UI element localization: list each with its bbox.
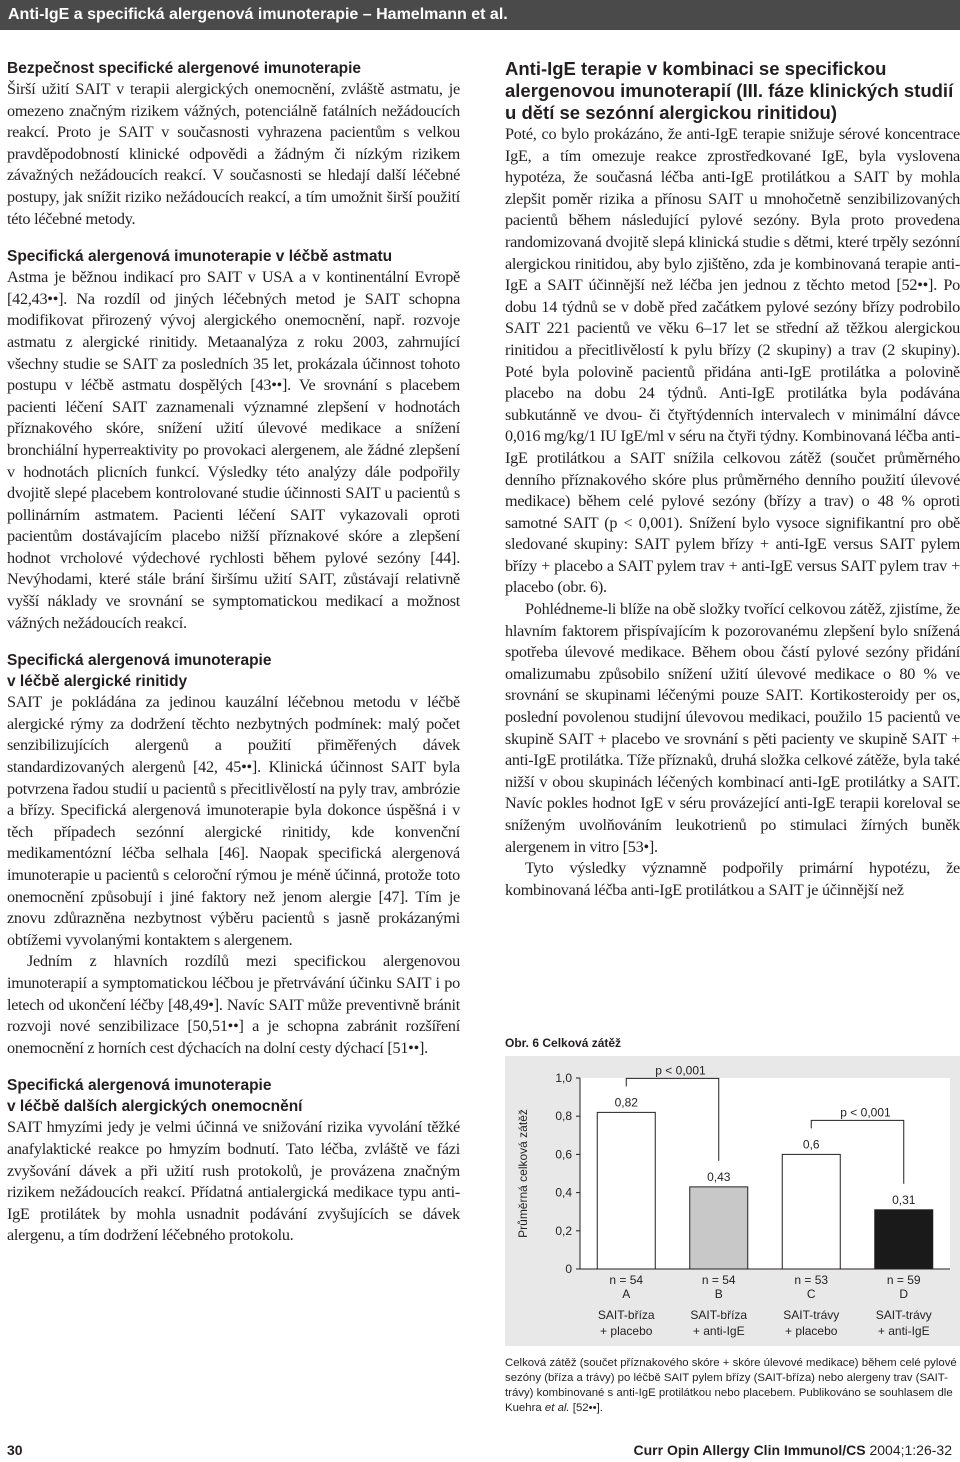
y-tick-label: 0,6 — [555, 1147, 572, 1162]
group-label: + anti-IgE — [877, 1324, 930, 1338]
bar-chart — [505, 1056, 960, 1346]
category-label: C — [806, 1287, 816, 1301]
paragraph: SAIT hmyzími jedy je velmi účinná ve snižování rizika vyvolání těžké anafylaktické reakce po hmyzím bodnutí. Tato léčba, zvláště ve fázi zvyšování dávek a při užití rush protokolů, je provázena značným rizikem nežádoucích reakcí. Přídatná antialergická medikace typu anti-IgE protilátek by mohla usnadnit podávání zvyšujících se dávek alergenu, a tím dodržení léčebného protokolu. — [7, 1118, 460, 1245]
heading-line: Specifická alergenová imunoterapie — [7, 652, 272, 670]
caption-ref: [52••]. — [569, 1402, 603, 1414]
caption-em: et al. — [544, 1402, 570, 1414]
bar — [690, 1187, 748, 1269]
y-tick-label: 0,8 — [555, 1109, 572, 1124]
bar — [875, 1210, 933, 1269]
paragraph: Širší užití SAIT v terapii alergických onemocnění, zvláště astmatu, je omezeno značným rizikem vážných, potenciálně fatálních nežádoucích reakcí. Proto je SAIT v současnosti vyhrazena pacientům s velkou pravděpodobností klinické odpovědi a žádným či nízkým rizikem závažných nežádoucích reakcí. V současnosti se hledají další léčebné postupy, jak snížit riziko nežádoucích reakcí, a tím umožnit širší použití této léčebné metody. — [7, 80, 460, 228]
n-label: n = 59 — [886, 1273, 921, 1287]
heading-line: v léčbě dalších alergických onemocnění — [7, 1098, 303, 1116]
paragraph: Tyto výsledky významně podpořily primární hypotézu, že kombinovaná léčba anti-IgE protilátkou a SAIT je účinnější než — [505, 859, 960, 899]
category-label: B — [714, 1287, 723, 1301]
section-heading-rhinitis — [7, 650, 460, 692]
page-number: 30 — [7, 1442, 23, 1458]
y-tick-label: 1,0 — [555, 1071, 572, 1085]
journal-footer — [634, 1442, 952, 1458]
n-label: n = 54 — [701, 1273, 736, 1287]
category-label: A — [622, 1287, 631, 1301]
journal-name: Curr Opin Allergy Clin Immunol/CS — [633, 1442, 866, 1458]
bar — [597, 1112, 655, 1269]
heading-line: Specifická alergenová imunoterapie — [7, 1077, 272, 1095]
paragraph: Astma je běžnou indikací pro SAIT v USA a v kontinentální Evropě [42,43••]. Na rozdíl od jiných léčebných metod je SAIT schopna modifikovat přirozený vývoj alergického onemocnění, např. rozvoje astmatu z alergické rinitidy. Metaanalýza z roku 2003, zahrnující všechny studie se SAIT za posledních 35 let, prokázala účinnost tohoto postupu v léčbě astmatu dospělých [43••]. Ve srovnání s placebem pacienti léčení SAIT zaznamenali významné zlepšení v hodnotách příznakového skóre, snížení užití úlevové medikace a snížení bronchiální hyperreaktivity po provokaci alergenem, ale žádné zlepšení v hodnotách plicních funkcí. Výsledky této analýzy dále podpořily dvojitě slepé placebem kontrolované studie účinnosti SAIT u pacientů s pollinárním astmatem. Pacienti léčení SAIT vykazovali oproti pacientům dostávajícím placebo nižší příznakové skóre a zlepšení hodnot vrcholové výdechové rychlosti během pylové sezóny [44]. Nevýhodami, které stále brání širšímu užití SAIT, zůstávají relativně vyšší náklady ve srovnání se symptomatickou medikací a možnost vážných nežádoucích reakcí. — [7, 268, 460, 632]
section-heading-other-allergies — [7, 1075, 460, 1117]
bar — [782, 1154, 840, 1269]
figure-title: Obr. 6 Celková zátěž — [505, 1036, 622, 1050]
caption-text: Celková zátěž (součet příznakového skóre + skóre úlevové medikace) během celé pylové sezóny (bříza a trávy) po léčbě SAIT pylem břízy (SAIT-bříza) nebo alergeny trav (SAIT-trávy) kombinované s anti-IgE protilátkou nebo placebem. Publikováno se souhlasem dle Kuehra — [505, 1357, 957, 1414]
journal-issue: 2004;1:26-32 — [869, 1442, 952, 1458]
paragraph: Pohlédneme-li blíže na obě složky tvořící celkovou zátěž, zjistíme, že hlavním faktorem přispívajícím k pozorovanému zlepšení bylo snížená spotřeba úlevové medikace. Během obou částí pylové sezóny přidání omalizumabu způsobilo snížení užití úlevové medikace o 80 % ve srovnání se skupinami léčenými pouze SAIT. Kortikosteroidy per os, poslední povolenou studijní úlevovou medikaci, použilo 15 pacientů ve skupině SAIT + placebo ve srovnání s pěti pacienty ve skupině SAIT + anti-IgE protilátka. Tíže příznaků, druhá složka celkové zátěže, byla také nižší v obou skupinách léčených kombinací anti-IgE protilátky a SAIT. Navíc pokles hodnot IgE v séru provázející anti-IgE terapii koreloval se sníženým uvolňováním leukotrienů po stimulaci žírných buněk alergenem in vitro [53•]. — [505, 600, 960, 856]
y-tick-label: 0 — [565, 1262, 572, 1276]
paragraph: Poté, co bylo prokázáno, že anti-IgE terapie snižuje sérové koncentrace IgE, a tím omezuje reakce zprostředkované IgE, byla vyslovena hypotéza, že současná léčba anti-IgE protilátkou a SAIT by mohla zlepšit poměr rizika a přínosu SAIT u mnohočetně senzibilizovaných pacientů během následující pylové sezóny. Byla proto provedena randomizovaná dvojitě slepá klinická studie s dětmi, které trpěly sezónní alergickou rinitidou, aby bylo zjištěno, zda je kombinovaná terapie anti-IgE a SAIT účinnější než léčba jen jednou z těchto metod [52••]. Po dobu 14 týdnů se v době před začátkem pylové sezóny břízy podrobilo SAIT 221 pacientů ve věku 6–17 let se střední až těžkou alergickou rinitidou a přecitlivělostí k pylu břízy (2 skupiny) a trav (2 skupiny). Poté byla polovině pacientů přidána anti-IgE protilátka a polovině placebo na dobu 24 týdnů. Anti-IgE protilátka byla podávána subkutánně ve dvou- či čtyřtýdenních intervalech v minimální dávce 0,016 mg/kg/1 IU IgE/ml v séru na čtyři týdny. Kombinovaná léčba anti-IgE protilátkou a SAIT snížila celkovou zátěž (součet průměrného denního příznakového skóre plus průměrného denního použití úlevové medikace) během celé pylové sezóny (břízy a trav) o 48 % oproti samotné SAIT (p < 0,001). Snížení bylo vysoce signifikantní pro obě sledované skupiny: SAIT pylem břízy + anti-IgE versus SAIT pylem břízy + placebo a SAIT pylem trav + anti-IgE versus SAIT pylem trav + placebo (obr. 6). — [505, 125, 960, 597]
left-column — [7, 58, 460, 1247]
right-column — [505, 58, 960, 901]
significance-label: p < 0,001 — [655, 1063, 706, 1078]
figure-caption — [505, 1356, 957, 1416]
heading-line: v léčbě alergické rinitidy — [7, 673, 188, 691]
y-axis-label: Průměrná celková zátěž — [516, 1109, 530, 1238]
y-tick-label: 0,4 — [555, 1185, 572, 1200]
data-label: 0,43 — [707, 1169, 731, 1184]
group-label: + placebo — [600, 1324, 653, 1338]
data-label: 0,31 — [892, 1192, 916, 1207]
section-heading-safety: Bezpečnost specifické alergenové imunoterapie — [7, 60, 362, 77]
section-heading-asthma: Specifická alergenová imunoterapie v léčbě astmatu — [7, 248, 393, 266]
significance-label: p < 0,001 — [840, 1105, 891, 1120]
group-label: SAIT-bříza — [597, 1308, 655, 1322]
group-label: + placebo — [785, 1324, 838, 1338]
data-label: 0,6 — [802, 1137, 820, 1152]
category-label: D — [899, 1287, 909, 1301]
group-label: SAIT-trávy — [875, 1308, 932, 1322]
paragraph: SAIT je pokládána za jedinou kauzální léčebnou metodu v léčbě alergické rýmy za dodržení těchto nezbytných podmínek: malý počet senzibilizujících alergenů a použití přiměřených dávek standardizovaných alergenů [42, 45••]. Klinická účinnost SAIT byla potvrzena řadou studií u pacientů s přecitlivělostí na pyly trav, ambrózie a břízy. Specifická alergenová imunoterapie byla dokonce úspěšná i v těch případech sezónní alergické rinitidy, kde konvenční medikamentózní léčba selhala [46]. Naopak specifická alergenová imunoterapie u pacientů s celoroční rýmou je méně účinná, protože toto onemocnění způsobují i jiné faktory než jenom alergie [47]. Tím je znovu zdůrazněna nezbytnost výběru pacientů s jasně prokázanými obtížemi vyvolanými kontaktem s alergenem. — [7, 693, 460, 949]
y-tick-label: 0,2 — [555, 1223, 572, 1238]
group-label: SAIT-bříza — [690, 1308, 748, 1322]
n-label: n = 53 — [794, 1273, 829, 1287]
group-label: + anti-IgE — [692, 1324, 745, 1338]
n-label: n = 54 — [609, 1273, 644, 1287]
data-label: 0,82 — [614, 1095, 638, 1110]
figure-chart-panel — [505, 1056, 960, 1346]
section-heading-anti-ige-combination: Anti-IgE terapie v kombinaci se specifickou alergenovou imunoterapií (III. fáze klinických studií u dětí se sezónní alergickou rinitidou) — [505, 58, 954, 123]
running-header: Anti-IgE a specifická alergenová imunoterapie – Hamelmann et al. — [0, 0, 960, 30]
group-label: SAIT-trávy — [783, 1308, 840, 1322]
paragraph: Jedním z hlavních rozdílů mezi specifickou alergenovou imunoterapií a symptomatickou léčbou je přetrvávání účinku SAIT i po letech od ukončení léčby [48,49•]. Navíc SAIT může preventivně bránit rozvoji nové senzibilizace [50,51••] a je schopna zabránit rozšíření onemocnění z horních cest dýchacích na dolní cesty dýchací [51••]. — [7, 952, 460, 1057]
